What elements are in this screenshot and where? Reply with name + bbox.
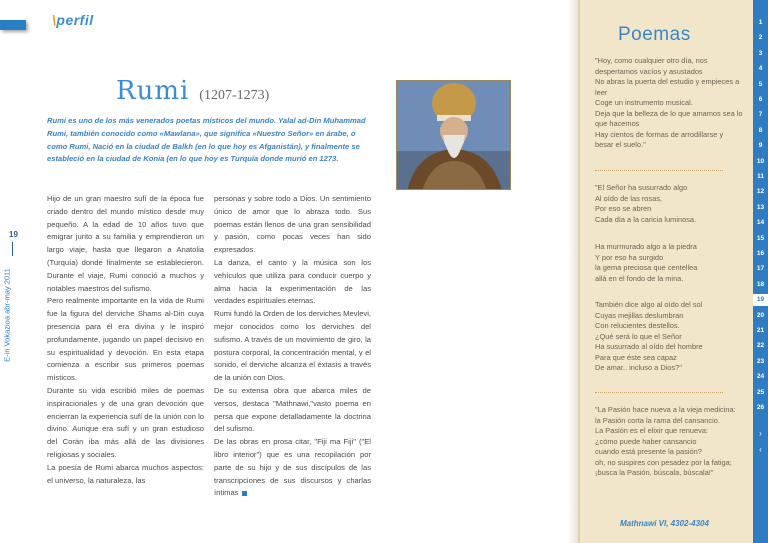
poem-line: Cada día a la caricia luminosa.	[595, 214, 697, 224]
rumi-portrait	[396, 80, 511, 190]
poem-line: La Pasión es el elixir que renueva:	[595, 426, 708, 435]
page-tab-17[interactable]: 17	[756, 265, 765, 273]
poem-1	[595, 56, 743, 151]
paragraph: Pero realmente importante en la vida de Rumi fue la figura del derviche Shams al-Din cuya presencia para él era divina y le inspiró profundamente, jugando un papel decisivo en su espiritualidad y devoción. En esta etapa comienza a escribir sus primeros poemas místicos.	[47, 296, 204, 383]
paragraph: Hijo de un gran maestro sufí de la época fue criado dentro del mundo místico desde muy pequeño. A la edad de 10 años tuvo que emigrar junto a su familia y emprendieron un largo viaje, hasta que llegaron a Anatolia (Turquía) donde finalmente se establecieron. Durante el viaje, Rumi conoció a muchos y notables maestros del sufismo.	[47, 194, 204, 293]
poem-2-stanza-3	[595, 300, 743, 374]
page-tab-2[interactable]: 2	[758, 34, 763, 42]
page-tab-13[interactable]: 13	[756, 203, 765, 211]
next-page-arrow-icon[interactable]: ›	[759, 429, 762, 439]
poem-line: ¿cómo puede haber cansancio	[595, 436, 697, 446]
poem-line: "Hoy, como cualquier otro día, nos despertamos vacíos y asustados	[595, 56, 708, 76]
paragraph: La poesía de Rumi abarca muchos aspectos: el universo, la naturaleza, las	[47, 462, 204, 485]
article-title: Rumi	[116, 76, 190, 106]
portrait-illustration	[397, 81, 511, 190]
page-tab-6[interactable]: 6	[758, 96, 763, 103]
poem-3	[595, 405, 743, 479]
page-tab-19[interactable]: 19	[753, 294, 768, 306]
paragraph: Durante su vida escribió miles de poemas inspiracionales y de una gran devoción que encierran la experiencia sufí de la unión con lo divino. Aunque era sufí y un gran estudioso del Corán iba más allá de las divisiones religiosas y sociales.	[47, 385, 204, 459]
page-tab-7[interactable]: 7	[758, 111, 763, 119]
poem-source: Mathnawi VI, 4302-4304	[620, 519, 709, 528]
page-tab-3[interactable]: 3	[758, 49, 763, 57]
page-tab-1[interactable]: 1	[758, 19, 763, 26]
poem-line: la Pasión corta la rama del cansancio.	[595, 415, 720, 425]
section-slash: \	[52, 12, 57, 28]
page-number: 19	[9, 230, 18, 239]
paragraph: De su extensa obra que abarca miles de versos, destaca "Mathnawi,"vasto poema en persa que expone detalladamente la doctrina del sufismo.	[214, 385, 371, 434]
article-column-1	[47, 193, 204, 487]
poem-line: la gema preciosa que centellea	[595, 263, 698, 272]
paragraph: La danza, el canto y la música son los vehículos que utiliza para conducir cuerpo y alma hacia la experimentación de las verdades espirituales eternas.	[214, 257, 371, 306]
page-tab-5[interactable]: 5	[758, 80, 763, 88]
page-tab-26[interactable]: 26	[756, 404, 765, 411]
poem-line: Hay cientos de formas de arrodillarse y besar el suelo."	[595, 129, 724, 149]
poem-divider	[595, 392, 723, 393]
poem-line: De amar.. incluso a Dios?"	[595, 363, 682, 372]
page-tab-12[interactable]: 12	[756, 188, 765, 196]
poem-line: Al oído de las rosas,	[595, 193, 662, 203]
section-title	[52, 12, 94, 28]
poem-line: Deja que la belleza de lo que amamos sea lo que hacemos	[595, 108, 743, 128]
page-tab-11[interactable]: 11	[757, 173, 764, 180]
poem-line: Y por eso ha surgido	[595, 252, 664, 262]
page-fold-shadow	[568, 0, 580, 543]
poem-line: Para que éste sea capaz	[595, 352, 677, 362]
poem-line: Ha susurrado al oído del hombre	[595, 342, 703, 351]
poem-2-stanza-1	[595, 183, 743, 225]
page-tab-22[interactable]: 22	[756, 342, 765, 350]
page-tab-strip	[753, 0, 768, 543]
article-dates: (1207-1273)	[199, 88, 270, 103]
poem-2-stanza-2	[595, 242, 743, 284]
page-tab-10[interactable]: 10	[756, 157, 765, 165]
poem-line: Coge un instrumento musical.	[595, 98, 693, 107]
page-tab-20[interactable]: 20	[756, 311, 765, 319]
paragraph: Rumi fundó la Orden de los derviches Mevlevi, mejor conocidos como los derviches del sufismo. A través de un movimiento de giro, la postura corporal, la concentración mental, y el sonido, el derviche alcanza el éxtasis a través de la unión con Dios.	[214, 309, 372, 383]
poem-line: "La Pasión hace nueva a la vieja medicina:	[595, 405, 736, 414]
end-of-article-icon	[242, 491, 247, 496]
page-tab-21[interactable]: 21	[756, 327, 765, 334]
poem-line: allá en el fondo de la mina.	[595, 273, 684, 283]
section-marker-bar	[0, 20, 26, 30]
poem-divider	[595, 170, 723, 171]
page-tab-18[interactable]: 18	[756, 280, 765, 288]
article-heading	[116, 76, 269, 106]
magazine-vertical-label	[0, 250, 14, 380]
page-tab-23[interactable]: 23	[756, 357, 765, 365]
page-tab-15[interactable]: 15	[756, 234, 765, 242]
poem-line: Con relucientes destellos.	[595, 321, 680, 330]
poem-line: ¡busca la Pasión, búscala, búscala!"	[595, 468, 714, 477]
poem-line: También dice algo al oído del sol	[595, 300, 703, 309]
poem-line: Ha murmurado algo a la piedra	[595, 242, 697, 251]
article-intro: Rumi es uno de los más venerados poetas místicos del mundo. Yalal ad-Din Muhammad Rumi, también conocido como «Mawlana», que significa «Nuestro Señor» en árabe, o como Rumi, Nació en la ciudad de Balkh (en lo que hoy es Afganistán), y finalmente se estableció en la ciudad de Konia (en lo que hoy es Turquía donde murió en 1273.	[47, 116, 366, 164]
section-label: perfil	[56, 12, 94, 28]
poem-line: "El Señor ha susurrado algo	[595, 183, 688, 192]
prev-page-arrow-icon[interactable]: ‹	[759, 445, 762, 455]
paragraph: personas y sobre todo a Dios. Un sentimiento único de amor que lo abraza todo. Sus poemas están llenos de una gran sensibilidad y pasión, como pocas veces han sido expresados.	[214, 194, 371, 255]
page-tab-16[interactable]: 16	[756, 250, 765, 257]
magazine-name: E-in Vokazioa abr-may 2011	[2, 268, 12, 362]
page-tab-25[interactable]: 25	[756, 388, 765, 396]
page-tab-9[interactable]: 9	[758, 142, 763, 150]
page-tab-14[interactable]: 14	[756, 219, 765, 227]
poem-line: ¿Qué será lo que el Señor	[595, 331, 682, 341]
poem-line: cuando está presente la pasión?	[595, 447, 702, 456]
page-tab-4[interactable]: 4	[758, 65, 763, 73]
article-column-2	[214, 193, 371, 500]
paragraph-text: De las obras en prosa citar, "Fiji ma Fiji" ("El libro interior") que es una recopilación por parte de su hijo y de sus discípulos de las transcripciones de sus discursos y charlas íntimas	[214, 437, 371, 498]
poem-line: No abras la puerta del estudio y empieces a leer	[595, 77, 740, 97]
poem-line: oh, no suspires con pesadez por la fatiga;	[595, 457, 732, 467]
poem-line: Cuyas mejillas deslumbran	[595, 310, 684, 320]
paragraph-last	[214, 436, 371, 500]
page-tab-8[interactable]: 8	[758, 126, 763, 134]
poems-title: Poemas	[618, 24, 691, 45]
poem-line: Por eso se abren	[595, 204, 652, 213]
page-tab-24[interactable]: 24	[756, 373, 765, 381]
